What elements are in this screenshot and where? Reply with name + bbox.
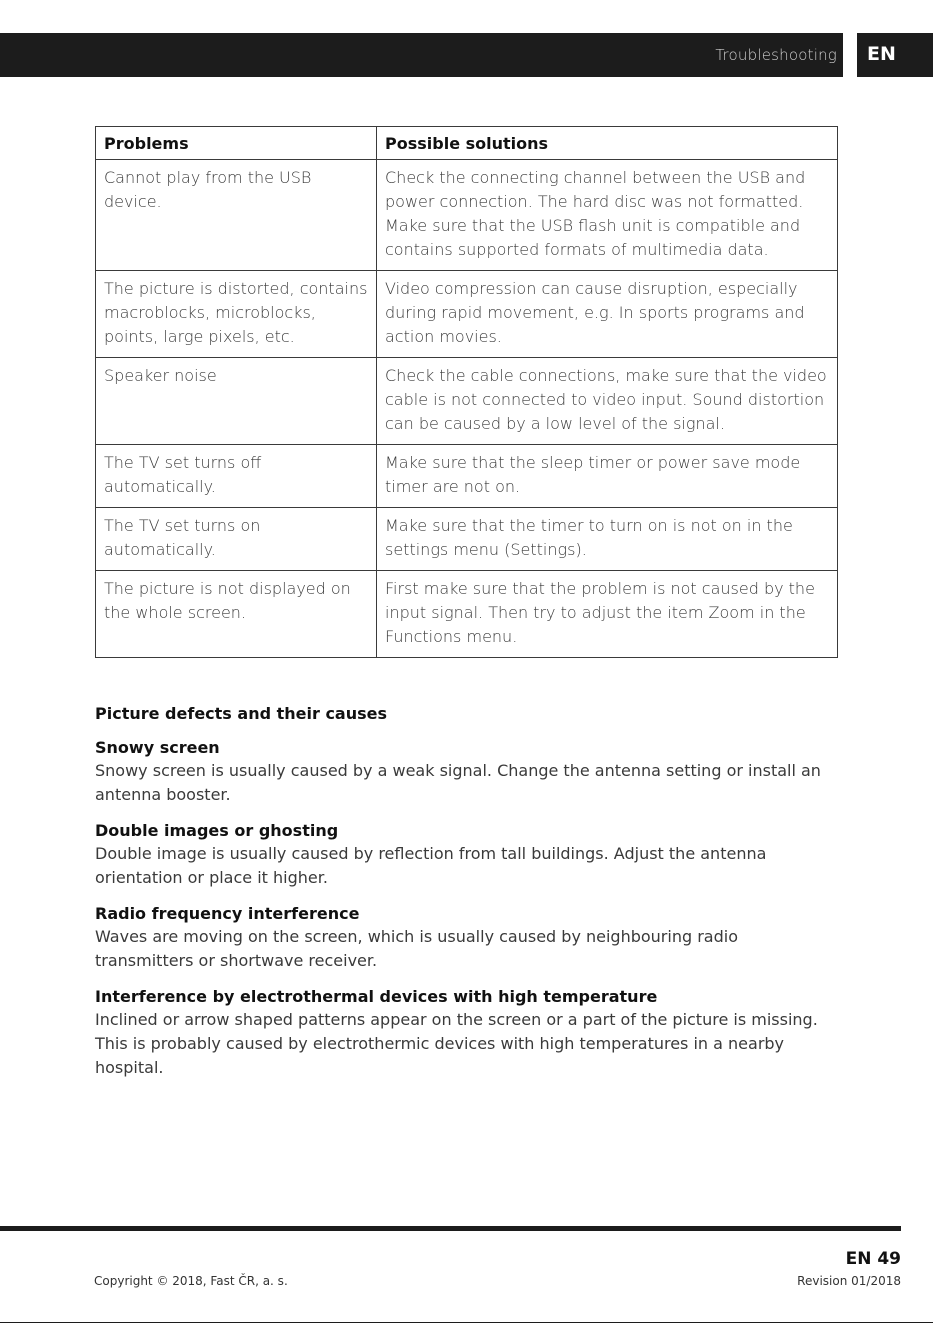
table-row	[96, 358, 838, 445]
table-row	[96, 571, 838, 658]
table-header-row	[96, 127, 838, 160]
problem-cell: The TV set turns off automatically.	[96, 445, 377, 508]
revision-text: Revision 01/2018	[797, 1274, 901, 1288]
defect-text: Inclined or arrow shaped patterns appear on the screen or a part of the picture is missing. This is probably caused by electrothermic devices with high temperatures in a nearby hospital.	[95, 1010, 818, 1077]
language-label: EN	[867, 43, 896, 65]
problem-cell: The picture is not displayed on the whole screen.	[96, 571, 377, 658]
copyright-text: Copyright © 2018, Fast ČR, a. s.	[94, 1274, 288, 1288]
defect-heading: Double images or ghosting	[95, 821, 339, 840]
table-row	[96, 508, 838, 571]
solution-cell: Check the connecting channel between the USB and power connection. The hard disc was not formatted. Make sure that the USB flash unit is compatible and contains supported formats of multimedia data.	[377, 160, 838, 271]
column-header-problems: Problems	[96, 127, 377, 160]
section-heading: Picture defects and their causes	[95, 704, 388, 723]
problem-cell: Cannot play from the USB device.	[96, 160, 377, 271]
defect-heading: Snowy screen	[95, 738, 220, 757]
solution-cell: Make sure that the sleep timer or power save mode timer are not on.	[377, 445, 838, 508]
defect-heading: Interference by electrothermal devices with high temperature	[95, 987, 658, 1006]
solution-cell: First make sure that the problem is not caused by the input signal. Then try to adjust the item Zoom in the Functions menu.	[377, 571, 838, 658]
solution-cell: Check the cable connections, make sure that the video cable is not connected to video input. Sound distortion can be caused by a low level of the signal.	[377, 358, 838, 445]
troubleshooting-table	[95, 126, 838, 658]
solution-cell: Make sure that the timer to turn on is not on in the settings menu (Settings).	[377, 508, 838, 571]
problem-cell: The picture is distorted, contains macroblocks, microblocks, points, large pixels, etc.	[96, 271, 377, 358]
problem-cell: Speaker noise	[96, 358, 377, 445]
defect-text: Waves are moving on the screen, which is usually caused by neighbouring radio transmitters or shortwave receiver.	[95, 927, 738, 970]
section-title: Troubleshooting	[715, 46, 837, 64]
page-bottom-line	[0, 1322, 933, 1323]
column-header-solutions: Possible solutions	[377, 127, 838, 160]
table-row	[96, 445, 838, 508]
picture-defects-section	[95, 703, 840, 1093]
solution-cell: Video compression can cause disruption, especially during rapid movement, e.g. In sports programs and action movies.	[377, 271, 838, 358]
defect-text: Snowy screen is usually caused by a weak signal. Change the antenna setting or install an antenna booster.	[95, 761, 821, 804]
page-number: EN 49	[845, 1249, 901, 1269]
defect-heading: Radio frequency interference	[95, 904, 360, 923]
table-row	[96, 271, 838, 358]
footer-divider	[0, 1226, 901, 1231]
language-tab	[857, 33, 933, 77]
problem-cell: The TV set turns on automatically.	[96, 508, 377, 571]
header-bar	[0, 33, 843, 77]
table-row	[96, 160, 838, 271]
defect-text: Double image is usually caused by reflection from tall buildings. Adjust the antenna orientation or place it higher.	[95, 844, 767, 887]
